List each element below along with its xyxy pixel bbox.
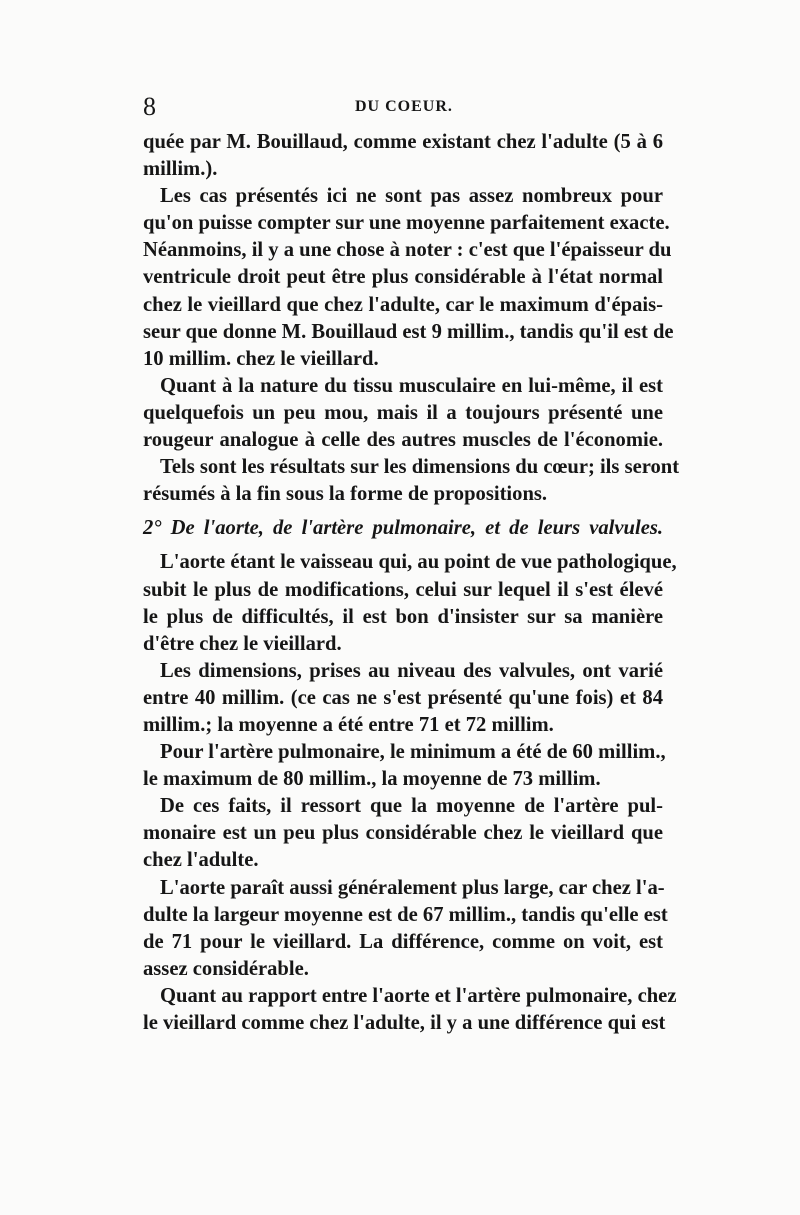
text-line: Tels sont les résultats sur les dimensions du cœur; ils seront	[160, 456, 680, 479]
text-line: chez l'adulte.	[143, 849, 259, 872]
text-line: L'aorte paraît aussi généralement plus large, car chez l'a-	[160, 876, 665, 899]
text-line: dulte la largeur moyenne est de 67 millim., tandis qu'elle est	[143, 903, 668, 926]
text-line: Néanmoins, il y a une chose à noter : c'est que l'épaisseur du	[143, 239, 672, 262]
text-line: entre 40 millim. (ce cas ne s'est présenté qu'une fois) et 84	[143, 686, 663, 709]
text-line: d'être chez le vieillard.	[143, 632, 342, 655]
text-line: assez considérable.	[143, 957, 309, 980]
text-line: millim.).	[143, 158, 218, 181]
page-header	[143, 92, 663, 122]
text-line: 10 millim. chez le vieillard.	[143, 347, 379, 370]
text-line: De ces faits, il ressort que la moyenne de l'artère pul-	[160, 795, 663, 818]
text-line: de 71 pour le vieillard. La différence, comme on voit, est	[143, 930, 663, 953]
text-line: subit le plus de modifications, celui sur lequel il s'est élevé	[143, 578, 663, 601]
page-body	[143, 129, 680, 1037]
running-title: DU COEUR.	[355, 98, 453, 115]
text-line: qu'on puisse compter sur une moyenne parfaitement exacte.	[143, 212, 670, 235]
section-heading: 2° De l'aorte, de l'artère pulmonaire, et de leurs valvules.	[143, 517, 663, 540]
text-line: le maximum de 80 millim., la moyenne de 73 millim.	[143, 768, 601, 791]
text-line: résumés à la fin sous la forme de propositions.	[143, 483, 548, 506]
text-line: ventricule droit peut être plus considérable à l'état normal	[143, 266, 663, 289]
text-line: quée par M. Bouillaud, comme existant chez l'adulte (5 à 6	[143, 131, 663, 153]
page-number: 8	[143, 92, 156, 121]
text-line: Quant à la nature du tissu musculaire en lui-même, il est	[160, 374, 663, 397]
text-line: le vieillard comme chez l'adulte, il y a une différence qui est	[143, 1012, 666, 1034]
text-line: L'aorte étant le vaisseau qui, au point de vue pathologique,	[160, 551, 677, 574]
text-line: rougeur analogue à celle des autres muscles de l'économie.	[143, 429, 663, 452]
text-line: quelquefois un peu mou, mais il a toujours présenté une	[143, 401, 663, 424]
text-line: Quant au rapport entre l'aorte et l'artère pulmonaire, chez	[160, 984, 677, 1007]
text-line: millim.; la moyenne a été entre 71 et 72 millim.	[143, 713, 554, 736]
text-line: chez le vieillard que chez l'adulte, car le maximum d'épais-	[143, 293, 663, 316]
text-line: seur que donne M. Bouillaud est 9 millim., tandis qu'il est de	[143, 320, 674, 343]
text-line: le plus de difficultés, il est bon d'insister sur sa manière	[143, 605, 663, 628]
text-line: monaire est un peu plus considérable chez le vieillard que	[143, 822, 663, 845]
text-line: Pour l'artère pulmonaire, le minimum a été de 60 millim.,	[160, 741, 666, 764]
text-line: Les dimensions, prises au niveau des valvules, ont varié	[160, 659, 663, 682]
text-line: Les cas présentés ici ne sont pas assez nombreux pour	[160, 185, 663, 208]
